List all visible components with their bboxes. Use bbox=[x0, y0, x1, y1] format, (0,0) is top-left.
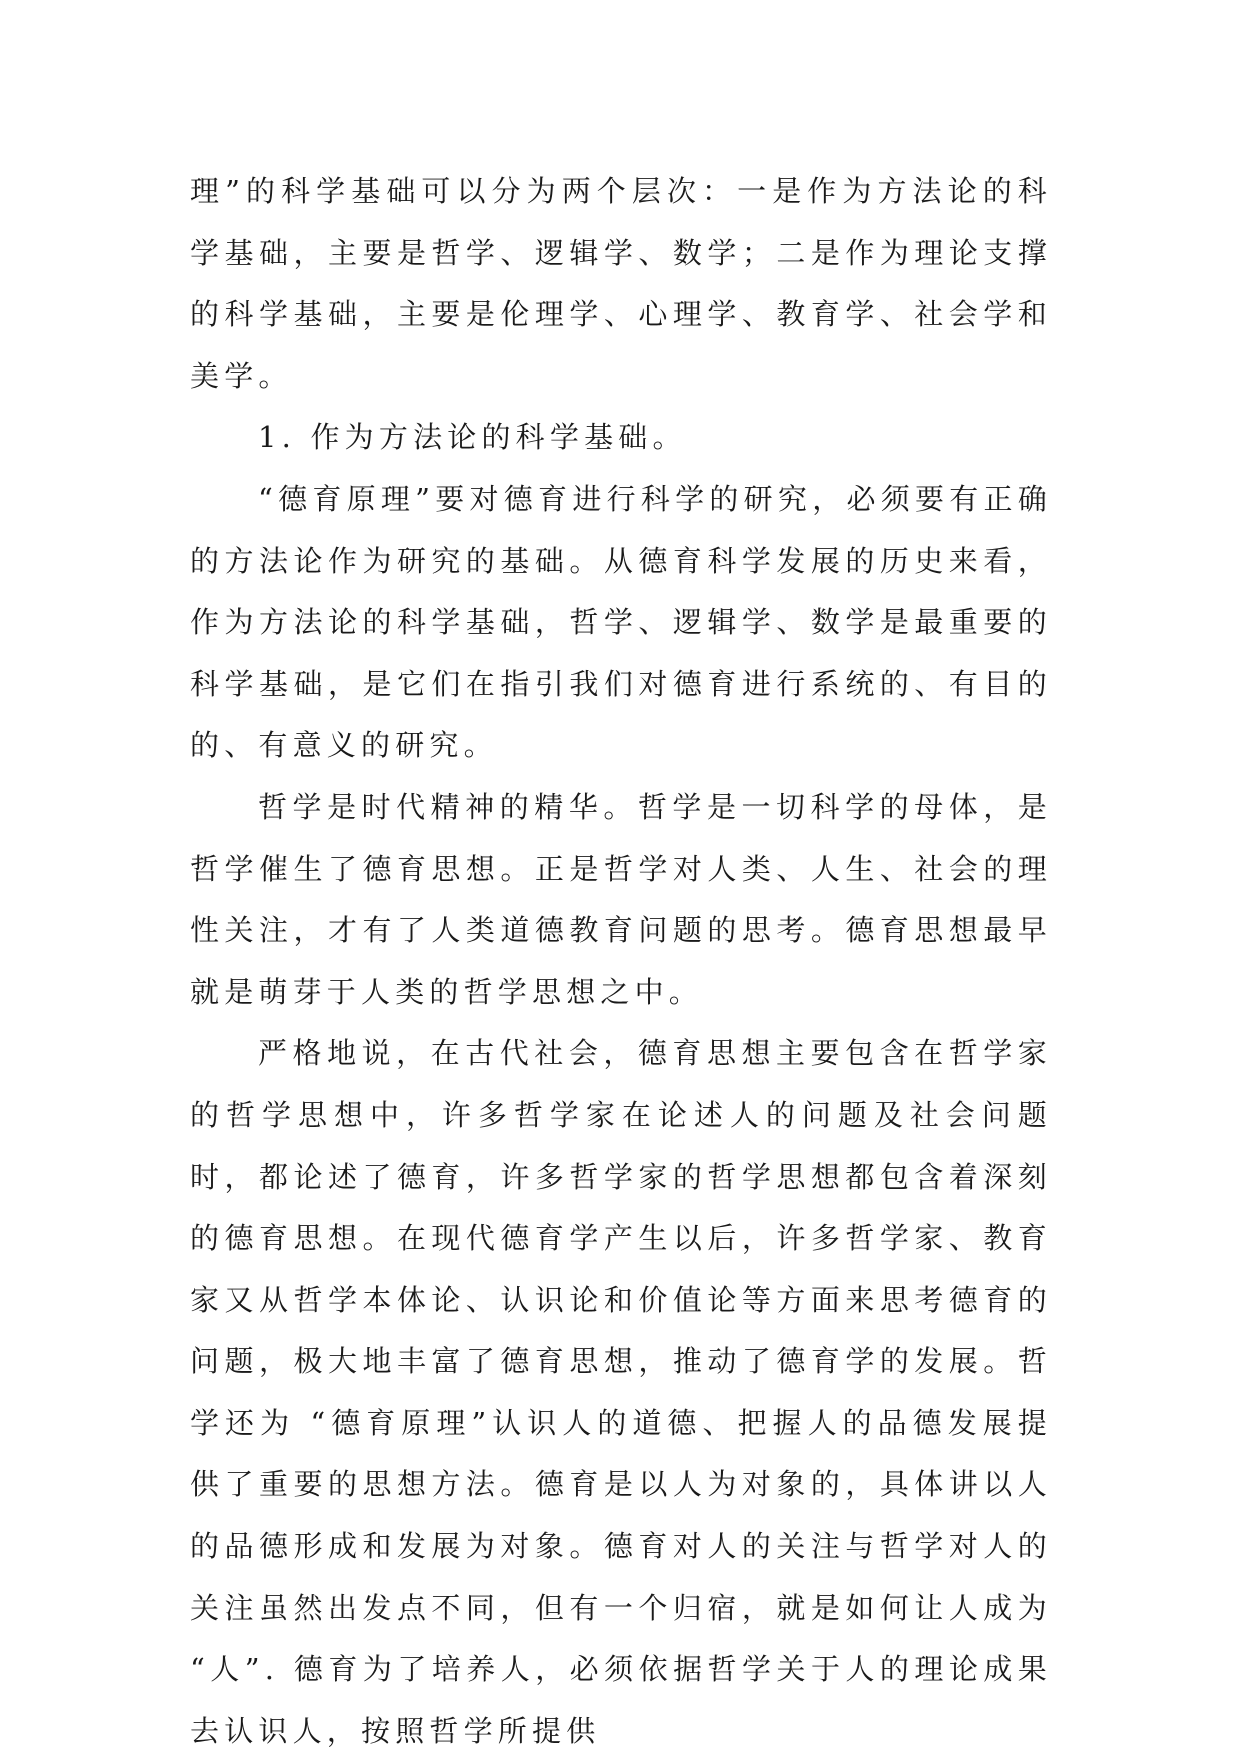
section-heading: 1. 作为方法论的科学基础。 bbox=[258, 420, 687, 455]
paragraph-continuation: 理”的科学基础可以分为两个层次：一是作为方法论的科学基础，主要是哲学、逻辑学、数学；二是作为理论支撑的科学基础，主要是伦理学、心理学、教育学、社会学和美学。 bbox=[190, 174, 1052, 393]
paragraph-philosophy: 哲学是时代精神的精华。哲学是一切科学的母体，是哲学催生了德育思想。正是哲学对人类、人生、社会的理性关注，才有了人类道德教育问题的思考。德育思想最早就是萌芽于人类的哲学思想之中。 bbox=[190, 789, 1052, 1009]
document-body bbox=[190, 161, 1052, 1762]
paragraph-ancient-society: 严格地说，在古代社会，德育思想主要包含在哲学家的哲学思想中，许多哲学家在论述人的问题及社会问题时，都论述了德育，许多哲学家的哲学思想都包含着深刻的德育思想。在现代德育学产生以后，许多哲学家、教育家又从哲学本体论、认识论和价值论等方面来思考德育的问题，极大地丰富了德育思想，推动了德育学的发展。哲学还为 “德育原理”认识人的道德、把握人的品德发展提供了重要的思想方法。德育是以人为对象的，具体讲以人的品德形成和发展为对象。德育对人的关注与哲学对人的关注虽然出发点不同，但有一个归宿，就是如何让人成为 “人”. 德育为了培养人，必须依据哲学关于人的理论成果去认识人，按照哲学所提供 bbox=[190, 1036, 1052, 1748]
paragraph-methodology: “德育原理”要对德育进行科学的研究，必须要有正确的方法论作为研究的基础。从德育科学发展的历史来看，作为方法论的科学基础，哲学、逻辑学、数学是最重要的科学基础，是它们在指引我们对德育进行系统的、有目的的、有意义的研究。 bbox=[190, 481, 1052, 763]
